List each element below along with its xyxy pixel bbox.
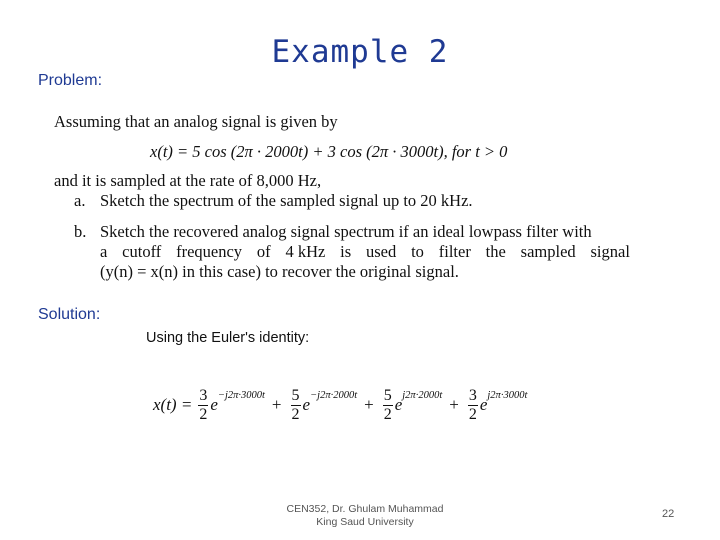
item-b-word: used bbox=[366, 242, 397, 261]
formula-exponent: j2π·3000t bbox=[487, 389, 528, 401]
formula-operator: + bbox=[271, 395, 282, 414]
item-a-label: a. bbox=[74, 191, 86, 210]
item-b-word: a bbox=[100, 242, 108, 261]
fraction-numerator: 3 bbox=[468, 386, 477, 404]
formula-operator: + bbox=[364, 395, 374, 414]
problem-item-b bbox=[74, 222, 630, 286]
problem-label: Problem: bbox=[38, 72, 103, 89]
fraction-denominator: 2 bbox=[199, 405, 208, 423]
item-a-text: Sketch the spectrum of the sampled signal up to 20 kHz. bbox=[100, 191, 473, 210]
euler-base: e bbox=[479, 395, 488, 414]
item-b-word: 4 kHz bbox=[285, 242, 326, 261]
item-b-word: frequency bbox=[176, 242, 243, 261]
fraction-numerator: 5 bbox=[383, 386, 392, 404]
fraction-denominator: 2 bbox=[291, 405, 300, 423]
item-b-word: is bbox=[340, 242, 352, 261]
problem-line-1: Assuming that an analog signal is given by bbox=[54, 112, 338, 131]
item-b-line-1: Sketch the recovered analog signal spectrum if an ideal lowpass filter with bbox=[100, 222, 592, 241]
formula-fraction bbox=[198, 387, 208, 424]
formula-fraction bbox=[468, 387, 478, 424]
euler-formula bbox=[153, 382, 527, 428]
formula-lhs: x(t) = bbox=[153, 395, 193, 414]
fraction-numerator: 5 bbox=[291, 386, 300, 404]
problem-line-2: and it is sampled at the rate of 8,000 Hz, bbox=[54, 171, 322, 190]
item-b-word: cutoff bbox=[122, 242, 162, 261]
footer-line-1: CEN352, Dr. Ghulam Muhammad bbox=[286, 503, 444, 515]
item-b-line-3: (y(n) = x(n) in this case) to recover the original signal. bbox=[100, 262, 459, 281]
euler-base: e bbox=[210, 395, 218, 414]
problem-item-a bbox=[74, 191, 630, 213]
solution-label: Solution: bbox=[38, 306, 101, 323]
formula-exponent: j2π·2000t bbox=[402, 389, 443, 401]
fraction-numerator: 3 bbox=[199, 386, 208, 404]
formula-operator: + bbox=[449, 395, 459, 414]
formula-exponent: −j2π·3000t bbox=[217, 389, 265, 401]
fraction-denominator: 2 bbox=[383, 405, 392, 423]
page-number: 22 bbox=[662, 508, 675, 520]
footer-line-2: King Saud University bbox=[316, 516, 414, 528]
item-b-word: to bbox=[411, 242, 424, 261]
item-b-word: signal bbox=[590, 242, 630, 261]
footer-credit bbox=[265, 503, 465, 529]
item-b-word: sampled bbox=[520, 242, 576, 261]
problem-equation: x(t) = 5 cos (2π · 2000t) + 3 cos (2π · 3000t), for t > 0 bbox=[150, 142, 508, 161]
fraction-denominator: 2 bbox=[468, 405, 477, 423]
euler-base: e bbox=[302, 395, 311, 414]
item-b-line-2 bbox=[100, 242, 630, 262]
item-b-word: the bbox=[485, 242, 506, 261]
formula-fraction bbox=[383, 387, 393, 424]
item-b-word: of bbox=[256, 242, 271, 261]
formula-fraction bbox=[291, 387, 301, 424]
euler-intro: Using the Euler's identity: bbox=[146, 330, 310, 346]
formula-exponent: −j2π·2000t bbox=[310, 389, 358, 401]
item-b-word: filter bbox=[438, 242, 471, 261]
euler-base: e bbox=[394, 395, 403, 414]
item-b-label: b. bbox=[74, 222, 87, 241]
slide-title: Example 2 bbox=[271, 34, 449, 70]
